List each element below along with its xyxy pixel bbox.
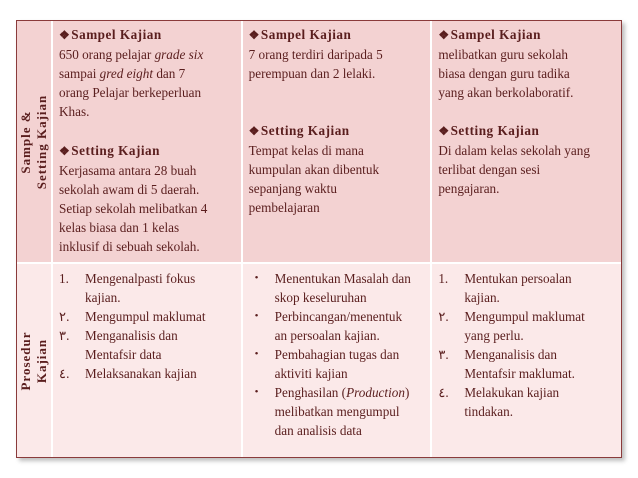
list-item: • Perbincangan/menentuk an persoalan kajian. — [254, 309, 403, 343]
setting-line: kelas biasa dan 1 kelas — [59, 220, 180, 235]
list-item: ٤. Melakukan kajian tindakan. — [438, 385, 560, 419]
sample-line: orang Pelajar berkeperluan — [59, 85, 202, 100]
diamond-bullet-icon: ❖ — [248, 28, 260, 42]
row-header-prosedur — [17, 263, 52, 457]
diamond-bullet-icon: ❖ — [59, 28, 71, 42]
sample-line: 650 orang pelajar grade six — [59, 47, 204, 62]
list-item: 1. Mengenalpasti fokus kajian. — [59, 271, 196, 305]
bullet-icon: • — [254, 272, 259, 284]
list-item: • Penghasilan (Production) melibatkan mengumpul dan analisis data — [254, 385, 410, 438]
sample-line: Khas. — [59, 104, 90, 119]
setting-line: sepanjang waktu — [248, 181, 337, 196]
sample-line: 7 orang terdiri daripada 5 — [248, 47, 383, 62]
sample-line: sampai gred eight dan 7 — [59, 66, 186, 81]
list-item: ٢. Mengumpul maklumat — [59, 309, 206, 324]
sampel-kajian-heading: ❖Sampel Kajian — [438, 27, 541, 42]
sample-line: biasa dengan guru tadika — [438, 66, 570, 81]
cell-prosedur-col2 — [242, 263, 432, 457]
sample-line: melibatkan guru sekolah — [438, 47, 568, 62]
numbered-list — [438, 269, 615, 421]
row-header-label: Prosedur Kajian — [18, 330, 49, 391]
cell-sample-setting-col2 — [242, 21, 432, 263]
row-header-label: Sample & Setting Kajian — [18, 94, 49, 189]
setting-line: Tempat kelas di mana — [248, 143, 364, 158]
list-item: 1. Mentukan persoalan kajian. — [438, 271, 572, 305]
setting-line: terlibat dengan sesi — [438, 162, 541, 177]
bullet-icon: • — [254, 386, 259, 398]
row-header-sample-setting — [17, 21, 52, 263]
setting-line: inklusif di sebuah sekolah. — [59, 239, 200, 254]
setting-kajian-heading: ❖Setting Kajian — [59, 143, 160, 158]
list-item: • Menentukan Masalah dan skop keseluruhan — [254, 271, 411, 305]
list-item: ٤. Melaksanakan kajian — [59, 366, 197, 381]
setting-line: pembelajaran — [248, 200, 320, 215]
sample-line: perempuan dan 2 lelaki. — [248, 66, 376, 81]
cell-prosedur-col1 — [52, 263, 242, 457]
cell-sample-setting-col3 — [431, 21, 621, 263]
sampel-kajian-heading: ❖Sampel Kajian — [248, 27, 352, 42]
kajian-comparison-table — [17, 21, 621, 457]
table-row-sample-setting — [17, 21, 621, 263]
setting-line: kumpulan akan dibentuk — [248, 162, 380, 177]
setting-line: Setiap sekolah melibatkan 4 — [59, 201, 208, 216]
bullet-icon: • — [254, 310, 259, 322]
setting-line: sekolah awam di 5 daerah. — [59, 182, 200, 197]
diamond-bullet-icon: ❖ — [438, 28, 450, 42]
table-row-prosedur — [17, 263, 621, 457]
setting-line: Kerjasama antara 28 buah — [59, 163, 197, 178]
bullet-list — [249, 269, 425, 440]
cell-prosedur-col3 — [431, 263, 621, 457]
cell-sample-setting-col1 — [52, 21, 242, 263]
diamond-bullet-icon: ❖ — [59, 144, 71, 158]
sampel-kajian-heading: ❖Sampel Kajian — [59, 27, 162, 42]
list-item: ٣. Menganalisis dan Mentafsir data — [59, 328, 178, 362]
sample-line: yang akan berkolaboratif. — [438, 85, 574, 100]
diamond-bullet-icon: ❖ — [248, 124, 260, 138]
setting-kajian-heading: ❖Setting Kajian — [248, 123, 350, 138]
list-item: • Pembahagian tugas dan aktiviti kajian — [254, 347, 400, 381]
bullet-icon: • — [254, 348, 259, 360]
content-table-frame — [16, 20, 622, 458]
diamond-bullet-icon: ❖ — [438, 124, 450, 138]
list-item: ٣. Menganalisis dan Mentafsir maklumat. — [438, 347, 575, 381]
setting-line: pengajaran. — [438, 181, 500, 196]
setting-kajian-heading: ❖Setting Kajian — [438, 123, 540, 138]
numbered-list — [59, 269, 235, 383]
list-item: ٢. Mengumpul maklumat yang perlu. — [438, 309, 585, 343]
setting-line: Di dalam kelas sekolah yang — [438, 143, 590, 158]
